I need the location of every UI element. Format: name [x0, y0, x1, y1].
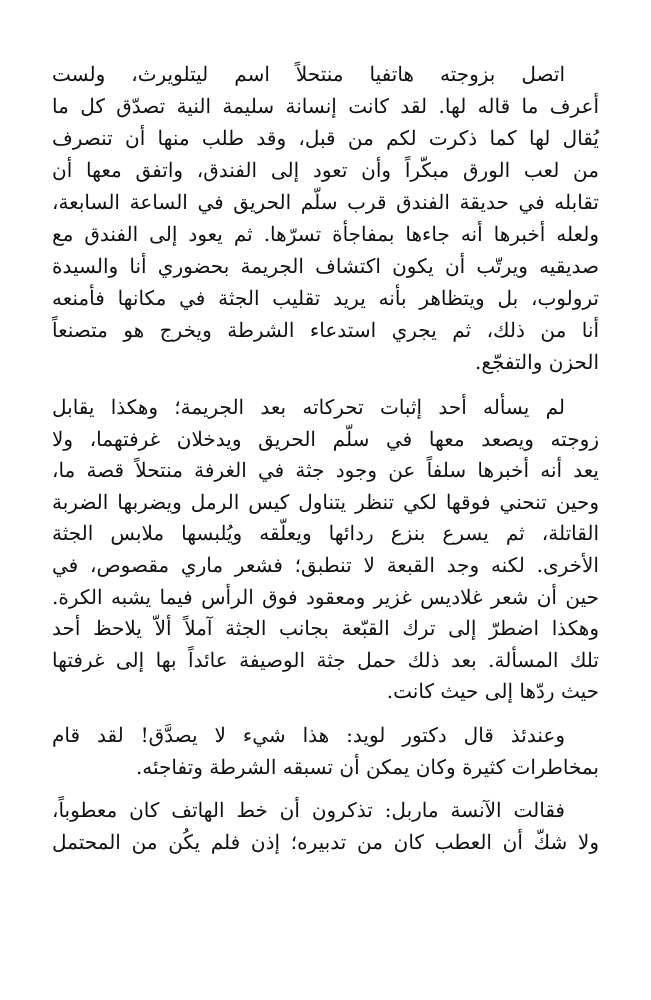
- text-line: أعرف ما قاله لها. لقد كانت إنسانة سليمة النية تصدّق كل ما: [52, 94, 599, 118]
- text-line: فقالت الآنسة ماربل: تذكرون أن خط الهاتف كان معطوباً،: [52, 798, 565, 823]
- paragraph-1: [52, 58, 599, 378]
- text-line: وحين تنحني فوقها لكي تنظر يتناول كيس الرمل ويضربها الضربة: [52, 489, 599, 514]
- text-line: حيث ردّها إلى حيث كانت.: [386, 679, 599, 704]
- text-line: الحزن والتفجّع.: [474, 350, 599, 374]
- text-line: وهكذا اضطرّ إلى ترك القبّعة بجانب الجثة آملاً ألاّ يلاحظ أحد: [52, 616, 599, 641]
- text-line: لم يسأله أحد إثبات تحركاته بعد الجريمة؛ وهكذا يقابل: [52, 395, 565, 419]
- text-line: حين أن شعر غلاديس غزير ومعقود فوق الرأس فيما يشبه الكرة.: [52, 584, 599, 609]
- text-line: وعندئذ قال دكتور لويد: هذا شيء لا يصدَّق! لقد قام: [52, 722, 565, 747]
- text-line: تلك المسألة. بعد ذلك حمل جثة الوصيفة عائداً بها إلى غرفتها: [52, 647, 599, 672]
- text-line: القاتلة، ثم يسرع بنزع ردائها ويعلّقه ويُلبسها ملابس الجثة: [52, 521, 599, 546]
- text-line: من لعب الورق مبكّراً وأن تعود إلى الفندق، واتفق معها أن: [52, 158, 599, 182]
- text-line: ترولوب، بل ويتظاهر بأنه يريد تقليب الجثة في مكانها فأمنعه: [52, 286, 599, 310]
- text-line: ولعله أخبرها أنه جاءها بمفاجأة تسرّها. ثم يعود إلى الفندق مع: [52, 222, 599, 246]
- text-line: اتصل بزوجته هاتفيا منتحلاً اسم ليتلويرث، ولست: [52, 62, 565, 86]
- paragraph-4: [52, 795, 599, 858]
- text-line: أنا من ذلك، ثم يجري استدعاء الشرطة ويخرج هو متصنعاً: [52, 318, 599, 342]
- text-line: زوجته ويصعد معها في سلّم الحريق ويدخلان غرفتهما، ولا: [52, 426, 599, 451]
- paragraph-2: [52, 392, 599, 708]
- text-line: يعد أنه أخبرها سلفاً عن وجود جثة في الغرفة منتحلاً قصة ما،: [52, 458, 599, 483]
- text-line: بمخاطرات كثيرة وكان يمكن أن تسبقه الشرطة وتفاجئه.: [135, 754, 599, 779]
- text-line: يُقال لها كما ذكرت لكم من قبل، وقد طلب منها أن تنصرف: [52, 126, 599, 150]
- text-line: ولا شكّ أن العطب كان من تدبيره؛ إذن فلم يكُن من المحتمل: [52, 829, 599, 854]
- text-line: الأخرى. لكنه وجد القبعة لا تنطبق؛ فشعر ماري مقصوص، في: [52, 552, 599, 577]
- text-line: صديقيه ويرتّب أن يكون اكتشاف الجريمة بحضوري أنا والسيدة: [52, 254, 599, 278]
- text-line: تقابله في حديقة الفندق قرب سلّم الحريق في الساعة السابعة،: [52, 190, 599, 214]
- paragraph-3: [52, 720, 599, 783]
